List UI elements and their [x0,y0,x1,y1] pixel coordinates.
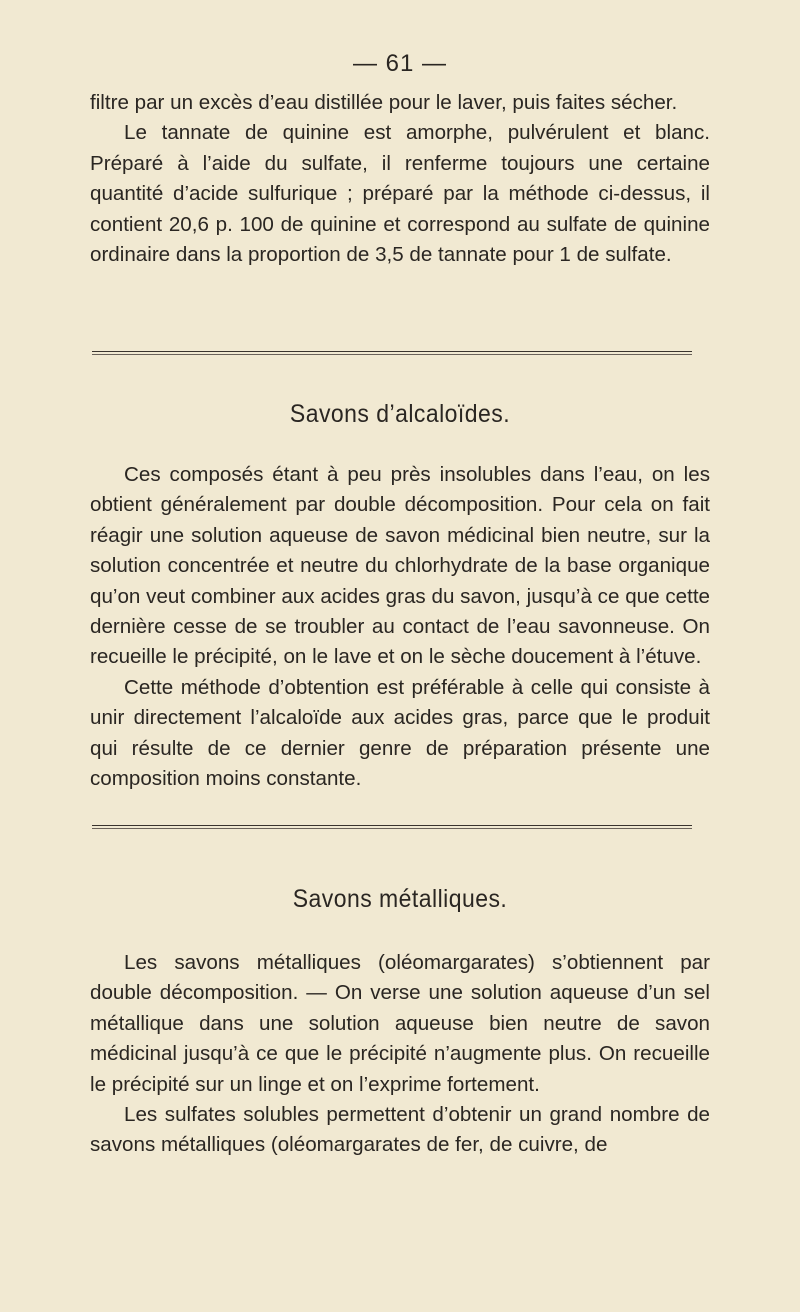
page-number: — 61 — [352,50,448,77]
metalliques-paragraph-1: Les savons métalliques (oléomargarates) s’obtiennent par double décomposition. — On verse une solution aqueuse d’un sel métallique dans une solution aqueuse bien neutre de savon médicinal jusqu’à ce que le précipité n’augmente plus. On recueille le précipité sur un linge et on l’exprime fortement. [90,951,710,1096]
section-heading-metalliques: Savons métalliques. [292,885,508,913]
alcaloides-paragraph-1: Ces composés étant à peu près insolubles dans l’eau, on les obtient généralement par double décomposition. Pour cela on fait réagir une solution aqueuse de savon médicinal bien neutre, sur la solution concentrée et neutre du chlorhydrate de la base organique qu’on veut combiner aux acides gras du savon, jusqu’à ce que cette dernière cesse de se troubler au contact de l’eau savonneuse. On recueille le précipité, on le lave et on le sèche doucement à l’étuve. [90,463,710,669]
intro-paragraph-2: Le tannate de quinine est amorphe, pulvérulent et blanc. Préparé à l’aide du sulfate, il renferme toujours une certaine quantité d’acide sulfurique ; préparé par la méthode ci-dessus, il contient 20,6 p. 100 de quinine et correspond au sulfate de quinine ordinaire dans la proportion de 3,5 de tannate pour 1 de sulfate. [90,121,710,267]
section-alcaloides-text [90,460,710,794]
intro-text [90,88,710,270]
section-divider [92,351,692,352]
intro-paragraph-1: filtre par un excès d’eau distillée pour le laver, puis faites sécher. [90,91,678,114]
alcaloides-paragraph-2: Cette méthode d’obtention est préférable à celle qui consiste à unir directement l’alcaloïde aux acides gras, parce que le produit qui résulte de ce dernier genre de préparation présente une composition moins constante. [90,675,710,791]
section-heading-alcaloides: Savons d’alcaloïdes. [289,400,511,428]
section-divider [92,825,692,826]
metalliques-paragraph-2: Les sulfates solubles permettent d’obtenir un grand nombre de savons métalliques (oléomargarates de fer, de cuivre, de [90,1103,710,1157]
section-metalliques-text [90,948,710,1161]
